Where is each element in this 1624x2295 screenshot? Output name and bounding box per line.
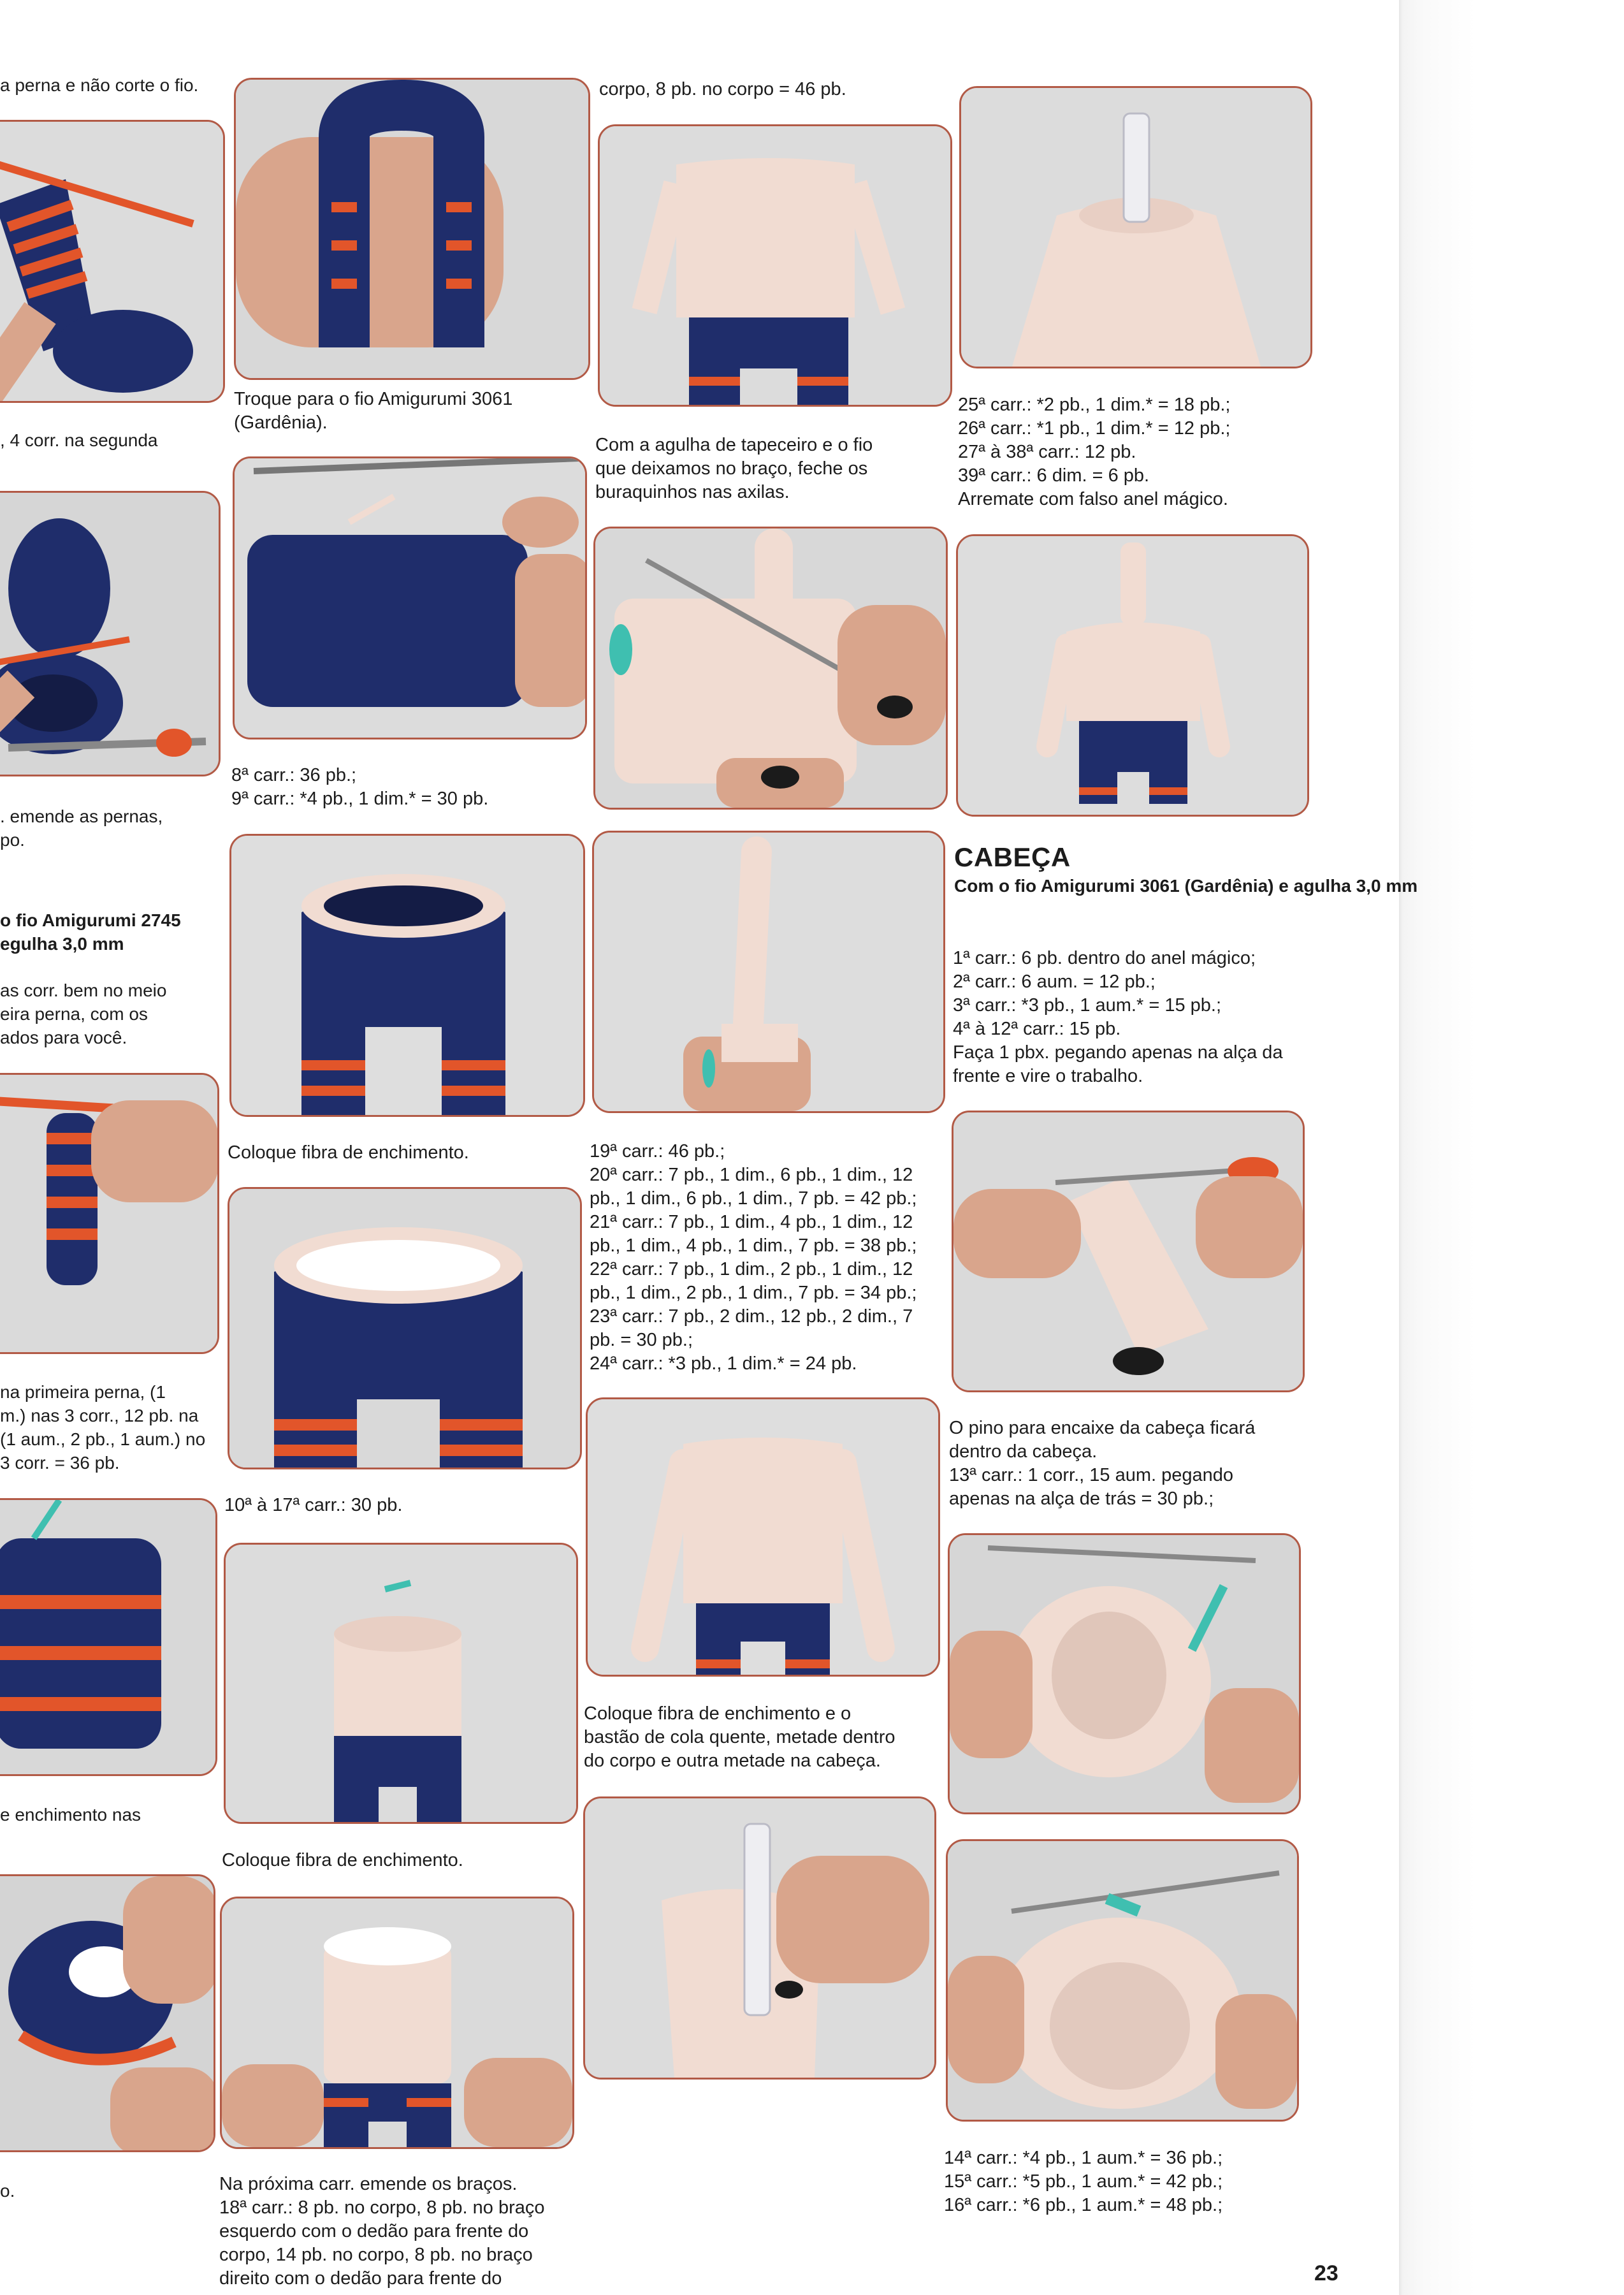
left-fragment-1: a perna e não corte o fio. — [0, 75, 199, 95]
photo-head-tube — [952, 1111, 1305, 1392]
photo-arm-crochet — [592, 831, 945, 1113]
col3-text-1: corpo, 8 pb. no corpo = 46 pb. — [599, 79, 846, 99]
photo-legs-hand — [234, 78, 590, 380]
left-fragment-5: as corr. bem no meio eira perna, com os ados para você. — [0, 980, 167, 1047]
photo-leg-rows — [0, 1498, 217, 1776]
col4-text-2: 1ª carr.: 6 pb. dentro do anel mágico; 2ª carr.: 6 aum. = 12 pb.; 3ª carr.: *3 pb., 1 aum.* = 15 pb.; 4ª à 12ª carr.: 15 pb. Faça 1 pbx. pegando apenas na alça da frente e vire o trabalho. — [953, 948, 1283, 1086]
photo-doll-arms — [598, 124, 952, 407]
photo-head-rounds — [946, 1839, 1299, 2122]
section-title-cabeca: CABEÇA — [954, 842, 1071, 872]
photo-foot-crochet — [0, 491, 221, 776]
col3-text-2: Com a agulha de tapeceiro e o fio que deixamos no braço, feche os buraquinhos nas axilas. — [595, 435, 873, 502]
col2-text-1: Troque para o fio Amigurumi 3061 (Gardênia). — [234, 389, 513, 433]
col2-text-6: Na próxima carr. emende os braços. 18ª carr.: 8 pb. no corpo, 8 pb. no braço esquerdo com o dedão para frente do corpo, 14 pb. no corpo, 8 pb. no braço direito com o dedão para frente do — [219, 2174, 545, 2289]
photo-cream-body-stuffing — [220, 1897, 574, 2149]
photo-sweater-body — [586, 1397, 940, 1677]
photo-head-cup — [948, 1533, 1301, 1814]
photo-doll-back — [956, 534, 1309, 817]
left-fragment-6: na primeira perna, (1 m.) nas 3 corr., 12 pb. na (1 aum., 2 pb., 1 aum.) no 3 corr. = 36 pb. — [0, 1382, 206, 1473]
photo-armpit-sewing — [593, 527, 948, 810]
photo-pants-stuffed — [228, 1187, 582, 1469]
col3-text-4: Coloque fibra de enchimento e o bastão de cola quente, metade dentro do corpo e outra metade na cabeça. — [584, 1703, 895, 1771]
left-fragment-2: , 4 corr. na segunda — [0, 430, 158, 450]
col2-text-4: 10ª à 17ª carr.: 30 pb. — [224, 1495, 403, 1515]
section-subtitle: Com o fio Amigurumi 3061 (Gardênia) e agulha 3,0 mm — [954, 876, 1418, 896]
col4-text-1: 25ª carr.: *2 pb., 1 dim.* = 18 pb.; 26ª carr.: *1 pb., 1 dim.* = 12 pb.; 27ª à 38ª carr.: 12 pb. 39ª carr.: 6 dim. = 6 pb. Arremate com falso anel mágico. — [958, 395, 1231, 509]
left-fragment-7: e enchimento nas — [0, 1805, 141, 1825]
col2-text-2: 8ª carr.: 36 pb.; 9ª carr.: *4 pb., 1 dim.* = 30 pb. — [231, 765, 489, 809]
photo-striped-leg — [0, 1073, 219, 1354]
left-fragment-3: . emende as pernas, po. — [0, 806, 163, 850]
left-fragment-4: o fio Amigurumi 2745 egulha 3,0 mm — [0, 910, 181, 954]
left-fragment-8: o. — [0, 2181, 15, 2201]
photo-leg-crochet — [0, 120, 225, 403]
col2-text-5: Coloque fibra de enchimento. — [222, 1850, 463, 1870]
photo-cream-body — [224, 1543, 578, 1824]
col4-text-4: 14ª carr.: *4 pb., 1 aum.* = 36 pb.; 15ª carr.: *5 pb., 1 aum.* = 42 pb.; 16ª carr.: *6 pb., 1 aum.* = 48 pb.; — [944, 2148, 1223, 2215]
photo-glue-stick — [583, 1796, 936, 2080]
col3-text-3: 19ª carr.: 46 pb.; 20ª carr.: 7 pb., 1 dim., 6 pb., 1 dim., 12 pb., 1 dim., 6 pb., 1 dim., 7 pb. = 42 pb.; 21ª carr.: 7 pb., 1 dim., 4 pb., 1 dim., 12 pb., 1 dim., 4 pb., 1 dim., 7 pb. = 38 pb.; 22ª carr.: 7 pb., 1 dim., 2 pb., 1 dim., 12 pb., 1 dim., 2 pb., 1 dim., 7 pb. = 34 pb.; 23ª carr.: 7 pb., 2 dim., 12 pb., 2 dim., 7 pb. = 30 pb.; 24ª carr.: *3 pb., 1 dim.* = 24 pb. — [590, 1141, 917, 1374]
photo-neck-rod — [959, 86, 1312, 368]
page-number: 23 — [1314, 2261, 1338, 2285]
page-spine-shadow — [1399, 0, 1624, 2295]
photo-pants — [229, 834, 585, 1117]
col4-text-3: O pino para encaixe da cabeça ficará dentro da cabeça. 13ª carr.: 1 corr., 15 aum. pegando apenas na alça de trás = 30 pb.; — [949, 1418, 1256, 1509]
photo-body-navy-crochet — [233, 456, 587, 740]
photo-foot-stuffing — [0, 1874, 215, 2152]
col2-text-3: Coloque fibra de enchimento. — [228, 1142, 469, 1163]
